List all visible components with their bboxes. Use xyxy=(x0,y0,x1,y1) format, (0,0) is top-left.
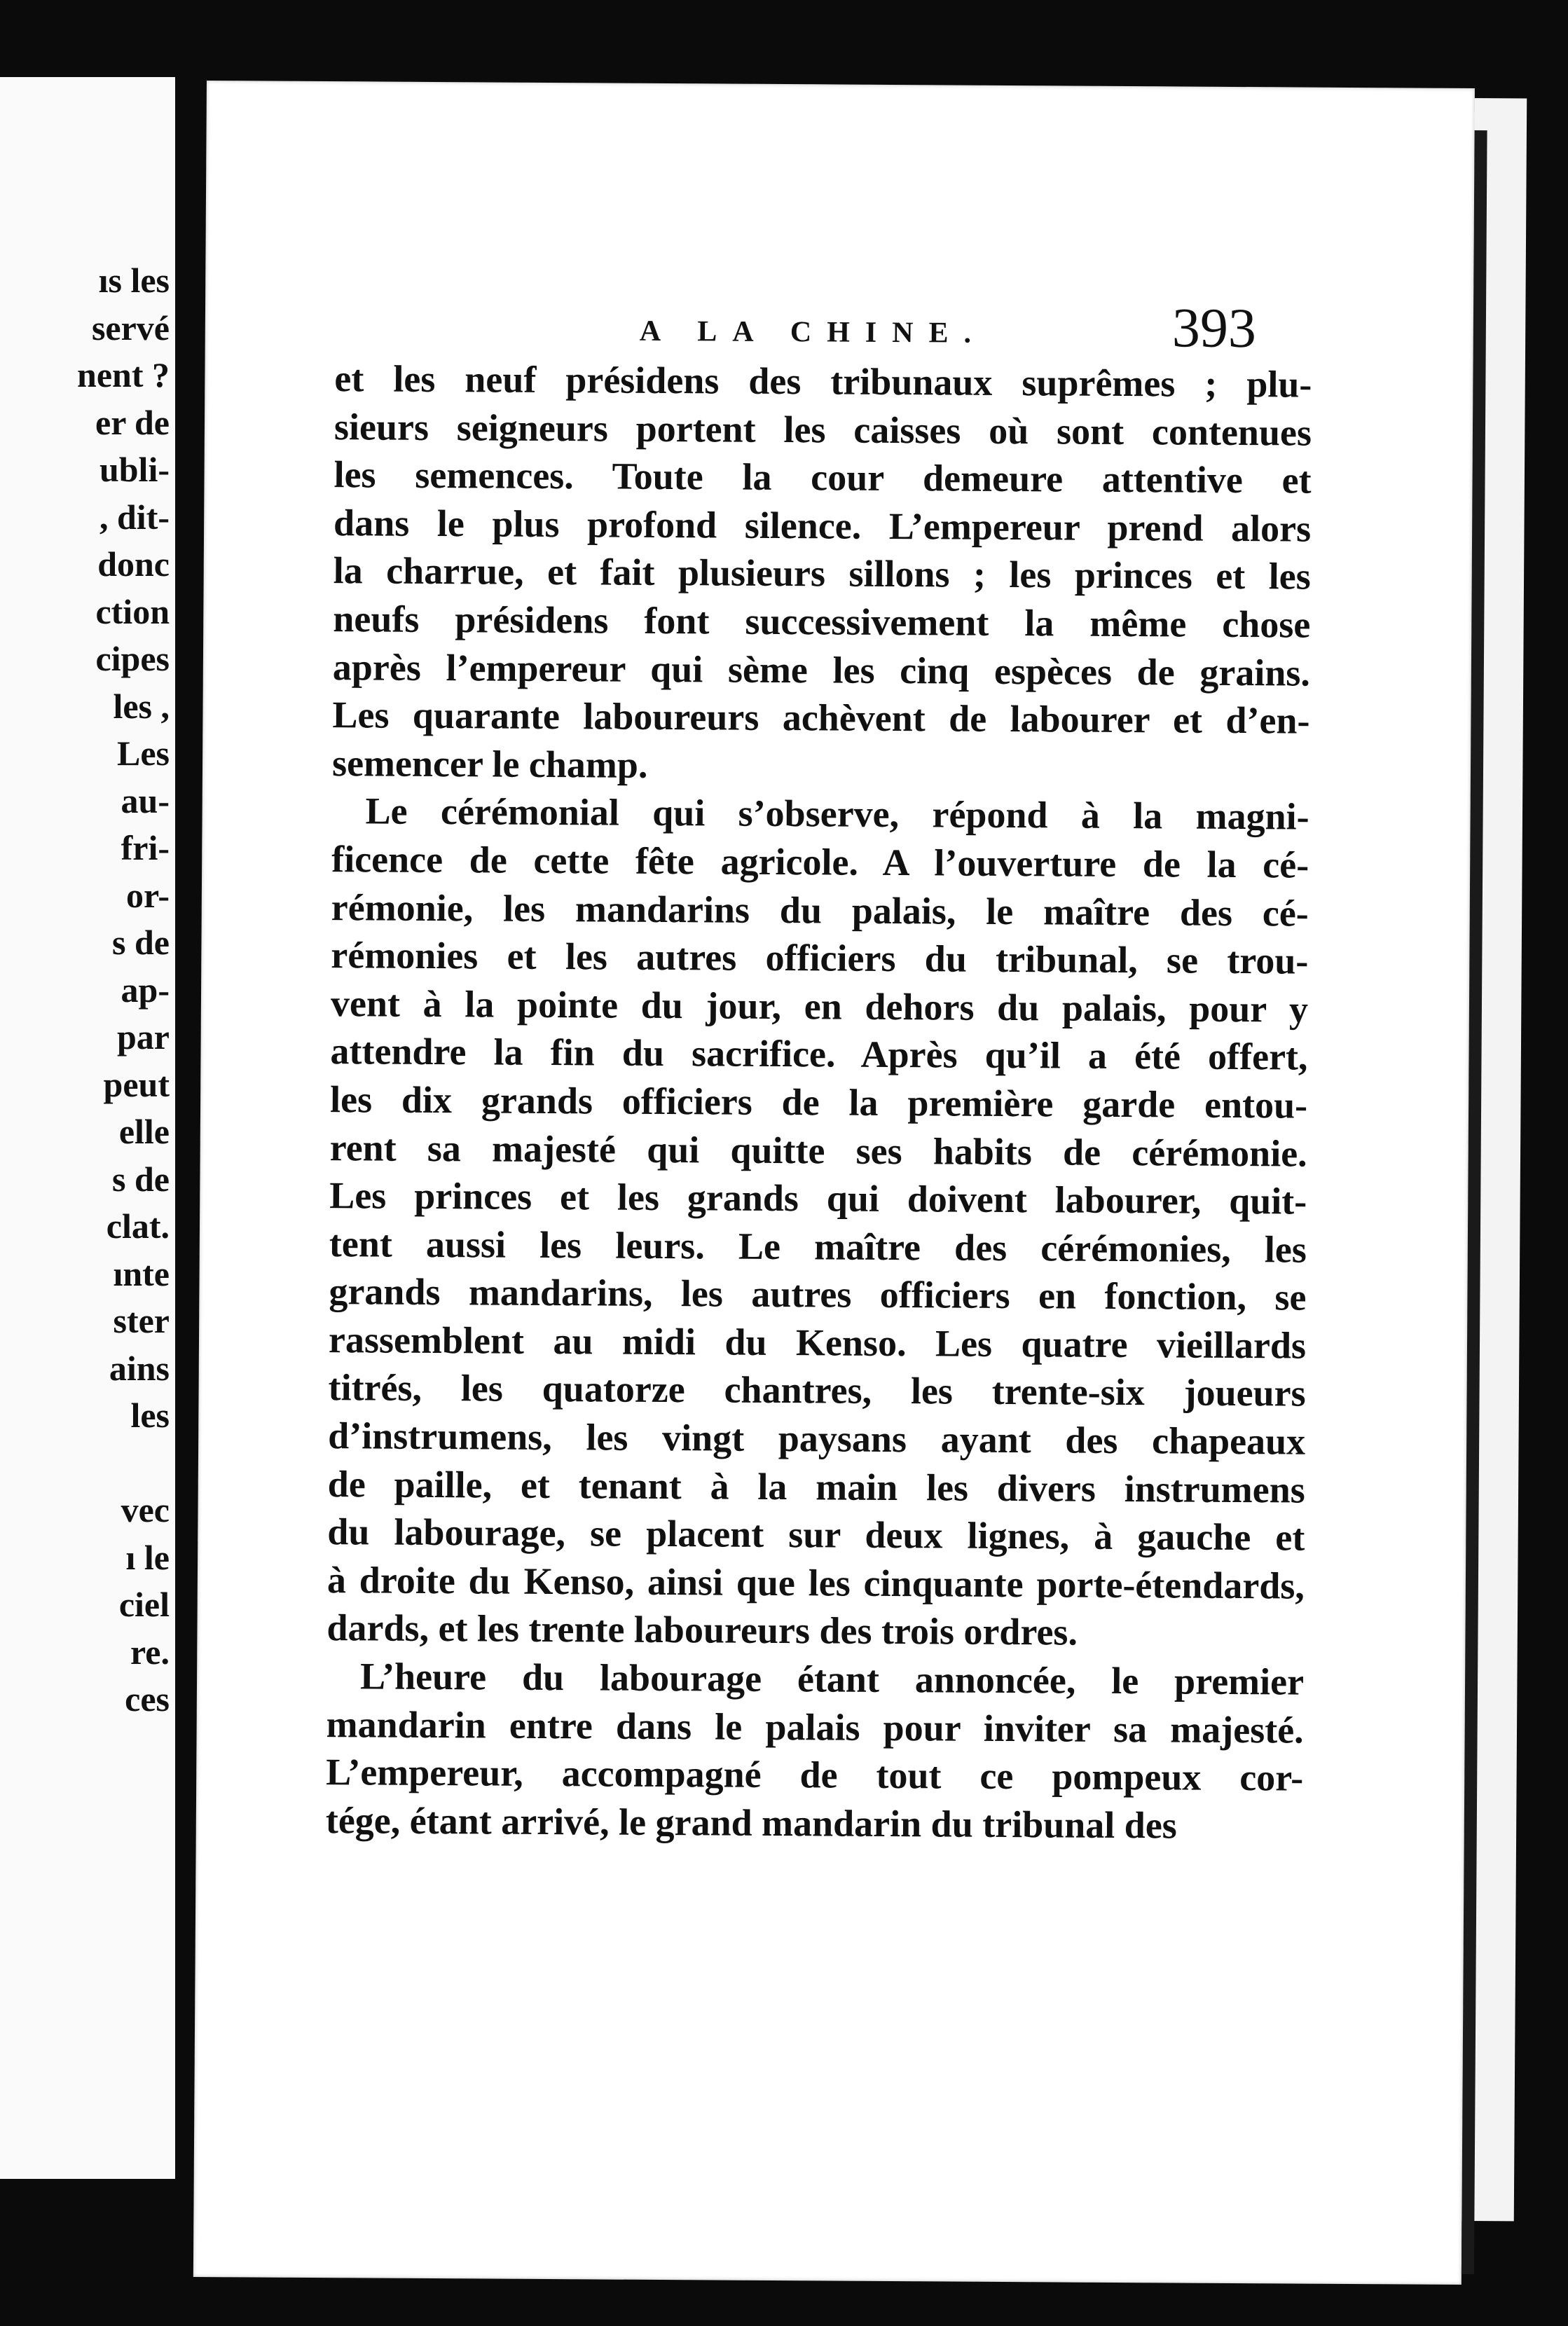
left-page-line: servé xyxy=(91,308,170,347)
text-line: neufs présidens font successivement la même chose xyxy=(333,598,1311,646)
text-line: du labourage, se placent sur deux lignes, à gauche et xyxy=(327,1510,1305,1559)
text-line: Les quarante laboureurs achèvent de labourer et d’en- xyxy=(332,694,1310,742)
left-facing-page xyxy=(0,77,175,2179)
left-page-line: , dit- xyxy=(99,497,170,537)
text-line: sieurs seigneurs portent les caisses où sont contenues xyxy=(333,405,1312,454)
left-page-line: ster xyxy=(113,1301,170,1340)
text-line: d’instrumens, les vingt paysans ayant des chapeaux xyxy=(328,1415,1306,1463)
text-line: de paille, et tenant à la main les divers instrumens xyxy=(327,1462,1305,1511)
left-page-line: ction xyxy=(95,591,170,631)
left-page-line: er de xyxy=(95,402,170,442)
text-line: rémonies et les autres officiers du tribunal, se trou- xyxy=(331,934,1309,982)
text-line: dans le plus profond silence. L’empereur prend alors xyxy=(333,501,1312,550)
left-page-line: clat. xyxy=(106,1206,170,1246)
text-line: Le cérémonial qui s’observe, répond à la magni- xyxy=(365,790,1309,838)
left-page-line: ciel xyxy=(118,1585,170,1624)
text-line: les semences. Toute la cour demeure attentive et xyxy=(333,453,1312,502)
text-line: rent sa majesté qui quitte ses habits de cérémonie. xyxy=(329,1126,1307,1175)
left-page-line: les , xyxy=(113,686,170,726)
left-page-line: nent ? xyxy=(77,355,170,394)
left-page-line: elle xyxy=(118,1112,170,1151)
left-page-line: or- xyxy=(126,875,170,915)
left-page-line: s de xyxy=(112,1159,170,1199)
left-page-line: cipes xyxy=(95,639,170,678)
left-page-line: ı le xyxy=(125,1537,170,1577)
book-page xyxy=(193,81,1475,2285)
text-line: rassemblent au midi du Kenso. Les quatre vieillards xyxy=(328,1318,1307,1367)
text-line: tent aussi les leurs. Le maître des cérémonies, les xyxy=(329,1222,1307,1271)
text-line: vent à la pointe du jour, en dehors du palais, pour y xyxy=(330,982,1309,1031)
left-page-line: ıs les xyxy=(98,261,170,300)
left-page-line: au- xyxy=(121,780,170,820)
text-line: semencer le champ. xyxy=(331,741,648,786)
left-page-line: s de xyxy=(112,923,170,962)
body-text xyxy=(326,355,1312,1850)
left-page-line: ap- xyxy=(121,970,170,1010)
text-line: Les princes et les grands qui doivent labourer, quit- xyxy=(329,1174,1307,1223)
text-line: les dix grands officiers de la première garde entou- xyxy=(329,1078,1308,1127)
left-page-line: vec xyxy=(121,1490,170,1529)
text-line: à droite du Kenso, ainsi que les cinquante porte-étendards, xyxy=(326,1558,1305,1607)
text-line: mandarin entre dans le palais pour inviter sa majesté. xyxy=(326,1702,1304,1752)
text-line: grands mandarins, les autres officiers en fonction, se xyxy=(329,1270,1307,1319)
page-number: 393 xyxy=(1171,297,1257,360)
text-line: dards, et les trente laboureurs des trois ordres. xyxy=(326,1606,1078,1654)
left-page-line: peut xyxy=(103,1064,170,1104)
text-line: L’heure du labourage étant annoncée, le premier xyxy=(359,1655,1305,1703)
left-page-line: les xyxy=(130,1396,170,1435)
left-page-line: fri- xyxy=(121,828,170,867)
text-line: tége, étant arrivé, le grand mandarin du tribunal des xyxy=(325,1798,1177,1847)
text-line: la charrue, et fait plusieurs sillons ; les princes et les xyxy=(333,549,1311,598)
left-page-line: ubli- xyxy=(99,450,170,489)
left-page-line: par xyxy=(117,1017,170,1057)
text-line: titrés, les quatorze chantres, les trente-six joueurs xyxy=(328,1366,1306,1415)
left-page-line: ces xyxy=(125,1679,170,1719)
left-page-line: re. xyxy=(130,1632,170,1672)
text-line: et les neuf présidens des tribunaux suprêmes ; plu- xyxy=(334,357,1312,406)
text-line: rémonie, les mandarins du palais, le maître des cé- xyxy=(331,886,1309,935)
text-line: après l’empereur qui sème les cinq espèces de grains. xyxy=(332,645,1311,694)
text-line: attendre la fin du sacrifice. Après qu’il a été offert, xyxy=(330,1030,1308,1078)
left-page-line: ınte xyxy=(113,1253,170,1293)
running-title: A LA CHINE. xyxy=(639,315,987,350)
text-line: ficence de cette fête agricole. A l’ouverture de la cé- xyxy=(331,838,1309,886)
left-page-line: Les xyxy=(117,734,170,773)
left-page-line: donc xyxy=(97,544,170,584)
text-line: L’empereur, accompagné de tout ce pompeux cor- xyxy=(326,1751,1304,1799)
left-page-line: ains xyxy=(109,1348,170,1388)
